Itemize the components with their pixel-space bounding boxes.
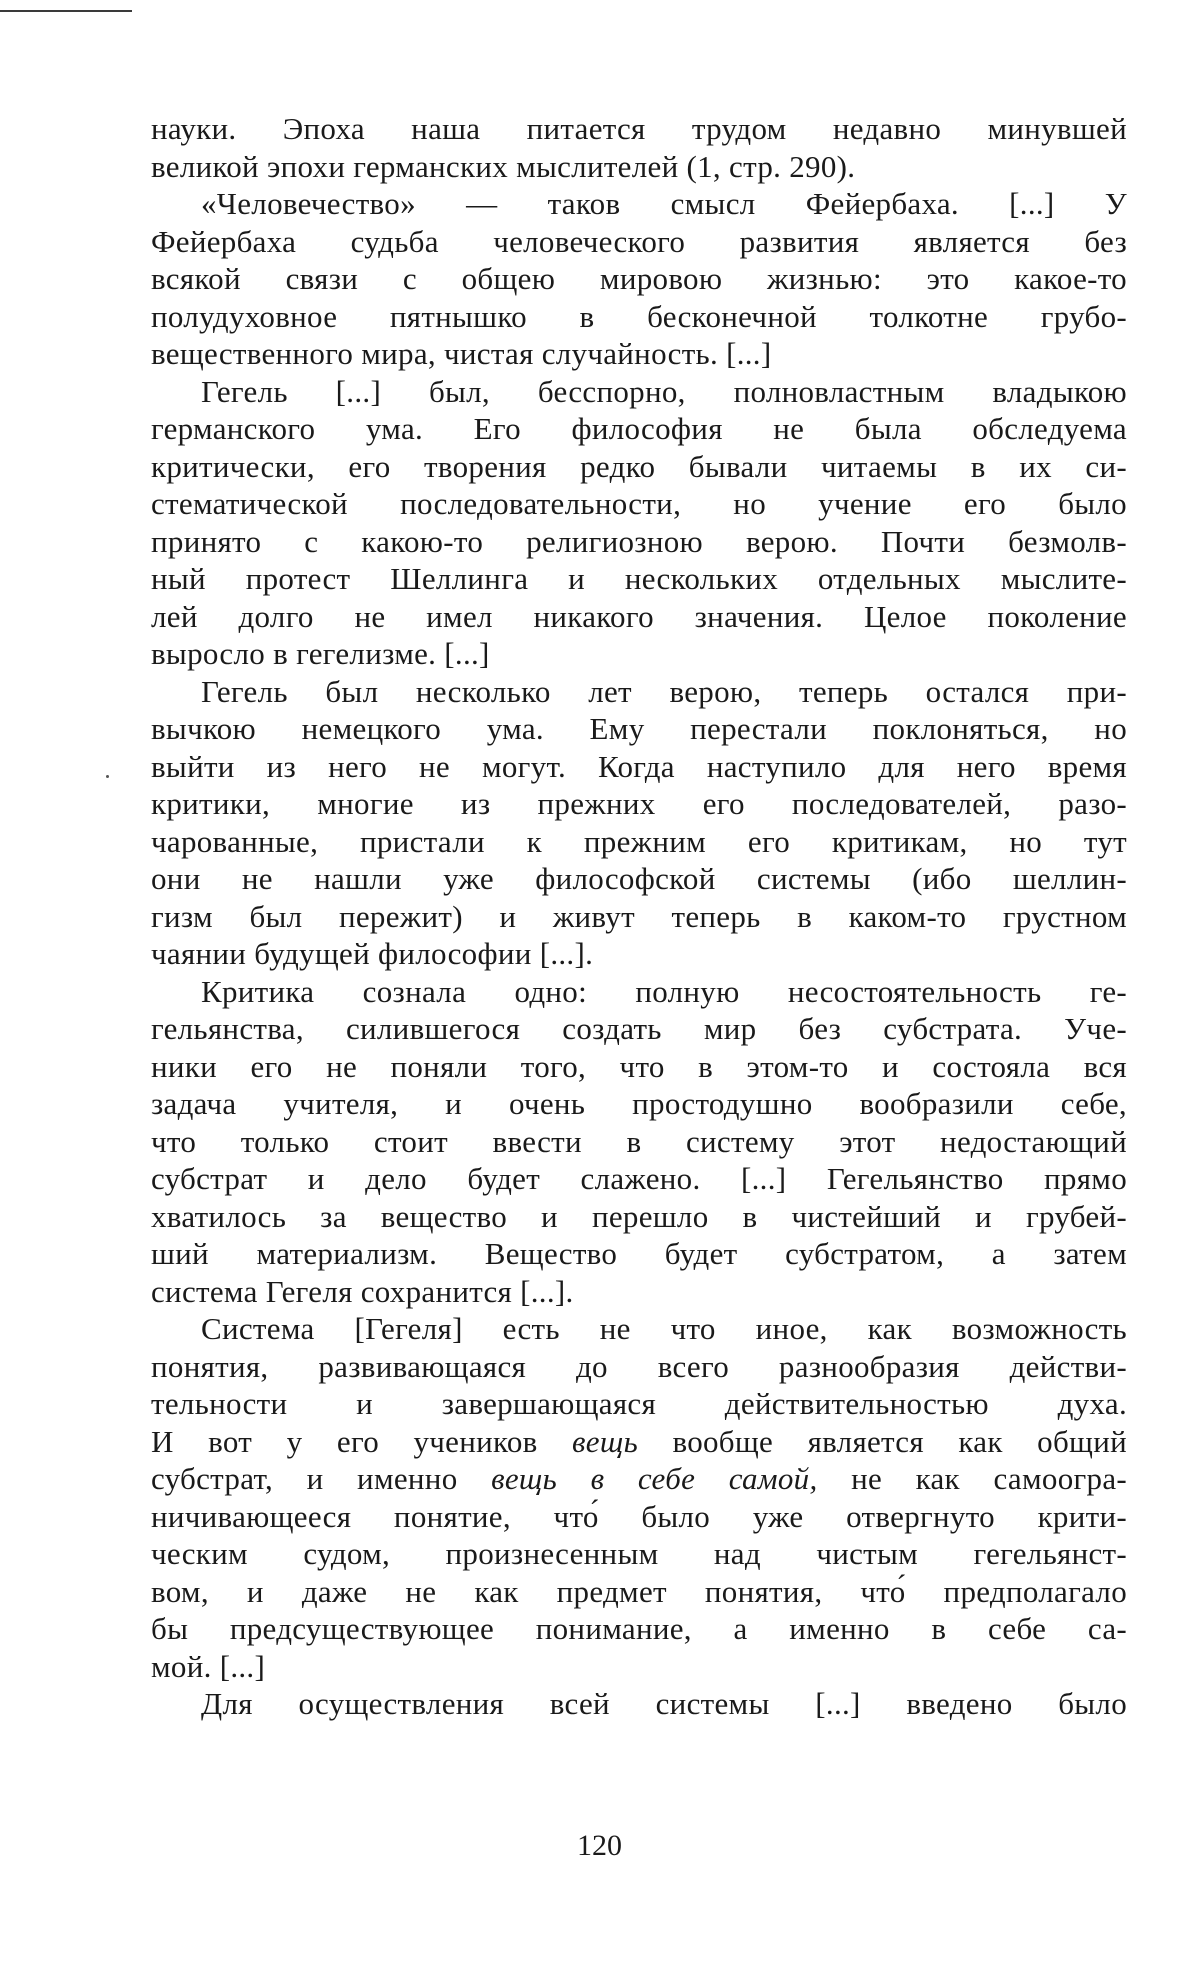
text-line: [151, 1423, 1127, 1461]
text-line: науки. Эпоха наша питается трудом недавно минувшей: [151, 111, 1127, 146]
text-line: критики, многие из прежних его последователей, разо-: [151, 786, 1127, 821]
italic-text: вещь: [572, 1423, 638, 1459]
text-line: Гегель был несколько лет верою, теперь остался при-: [201, 673, 1127, 709]
text-segment: И вот у его учеников: [151, 1423, 573, 1459]
text-line: гельянства, силившегося создать мир без субстрата. Уче-: [151, 1011, 1127, 1046]
text-line: выросло в гегелизме. [...]: [151, 636, 490, 671]
italic-text: вещь в себе самой,: [491, 1461, 818, 1496]
text-line: Для осуществления всей системы [...] введено было: [201, 1686, 1127, 1721]
text-segment: субстрат, и именно: [151, 1461, 492, 1496]
text-line: Критика сознала одно: полную несостоятельность ге-: [201, 973, 1127, 1009]
text-line: бы предсуществующее понимание, а именно в себе са-: [151, 1611, 1127, 1646]
text-line: они не нашли уже философской системы (ибо шеллин-: [151, 861, 1127, 896]
text-line: германского ума. Его философия не была обследуема: [151, 411, 1127, 446]
text-line: что только стоит ввести в систему этот недостающий: [151, 1123, 1127, 1159]
text-line: вещественного мира, чистая случайность. [...]: [151, 336, 772, 371]
text-line: Система [Гегеля] есть не что иное, как возможность: [201, 1311, 1127, 1346]
text-line: ший материализм. Вещество будет субстратом, а затем: [151, 1236, 1127, 1271]
text-segment: не как самоогра-: [817, 1461, 1127, 1496]
text-line: задача учителя, и очень простодушно вообразили себе,: [151, 1086, 1127, 1121]
text-line: критически, его творения редко бывали читаемы в их си-: [151, 448, 1127, 484]
text-line: принято с какою-то религиозною верою. Почти безмолв-: [151, 523, 1127, 559]
text-line: вом, и даже не как предмет понятия, что́ предполагало: [151, 1573, 1127, 1609]
text-line: ческим судом, произнесенным над чистым гегельянст-: [151, 1536, 1127, 1571]
text-line: выйти из него не могут. Когда наступило для него время: [151, 748, 1127, 784]
text-line: чарованные, пристали к прежним его критикам, но тут: [151, 823, 1127, 859]
text-line: понятия, развивающаяся до всего разнообразия действи-: [151, 1348, 1127, 1384]
text-line: хватилось за вещество и перешло в чистейший и грубей-: [151, 1198, 1127, 1234]
body-text: [151, 110, 1127, 1723]
text-line: Гегель [...] был, бесспорно, полновластным владыкою: [201, 373, 1127, 409]
text-line: ники его не поняли того, что в этом-то и состояла вся: [151, 1048, 1127, 1084]
text-line: тельности и завершающаяся действительностью духа.: [151, 1386, 1127, 1421]
text-line: [151, 1460, 1127, 1498]
top-rule: [0, 10, 132, 12]
text-line: Фейербаха судьба человеческого развития является без: [151, 223, 1127, 259]
text-line: ничивающееся понятие, что́ было уже отвергнуто крити-: [151, 1498, 1127, 1534]
text-line: субстрат и дело будет слажено. [...] Гегельянство прямо: [151, 1161, 1127, 1196]
text-line: полудуховное пятнышко в бесконечной толкотне грубо-: [151, 298, 1127, 334]
text-segment: вообще является как общий: [637, 1423, 1128, 1459]
text-line: мой. [...]: [151, 1648, 266, 1684]
page-number: 120: [577, 1829, 622, 1862]
text-line: лей долго не имел никакого значения. Целое поколение: [151, 598, 1127, 634]
text-line: чаянии будущей философии [...].: [151, 936, 594, 971]
text-line: «Человечество» — таков смысл Фейербаха. [...] У: [201, 186, 1127, 221]
text-line: великой эпохи германских мыслителей (1, стр. 290).: [151, 148, 856, 184]
stray-dot: [106, 775, 109, 778]
text-line: ный протест Шеллинга и нескольких отдельных мыслите-: [151, 561, 1127, 596]
text-line: система Гегеля сохранится [...].: [151, 1273, 574, 1309]
text-line: всякой связи с общею мировою жизнью: это какое-то: [151, 261, 1127, 296]
text-line: гизм был пережит) и живут теперь в каком-то грустном: [151, 898, 1127, 934]
text-line: вычкою немецкого ума. Ему перестали поклоняться, но: [151, 711, 1127, 746]
text-line: стематической последовательности, но учение его было: [151, 486, 1127, 521]
